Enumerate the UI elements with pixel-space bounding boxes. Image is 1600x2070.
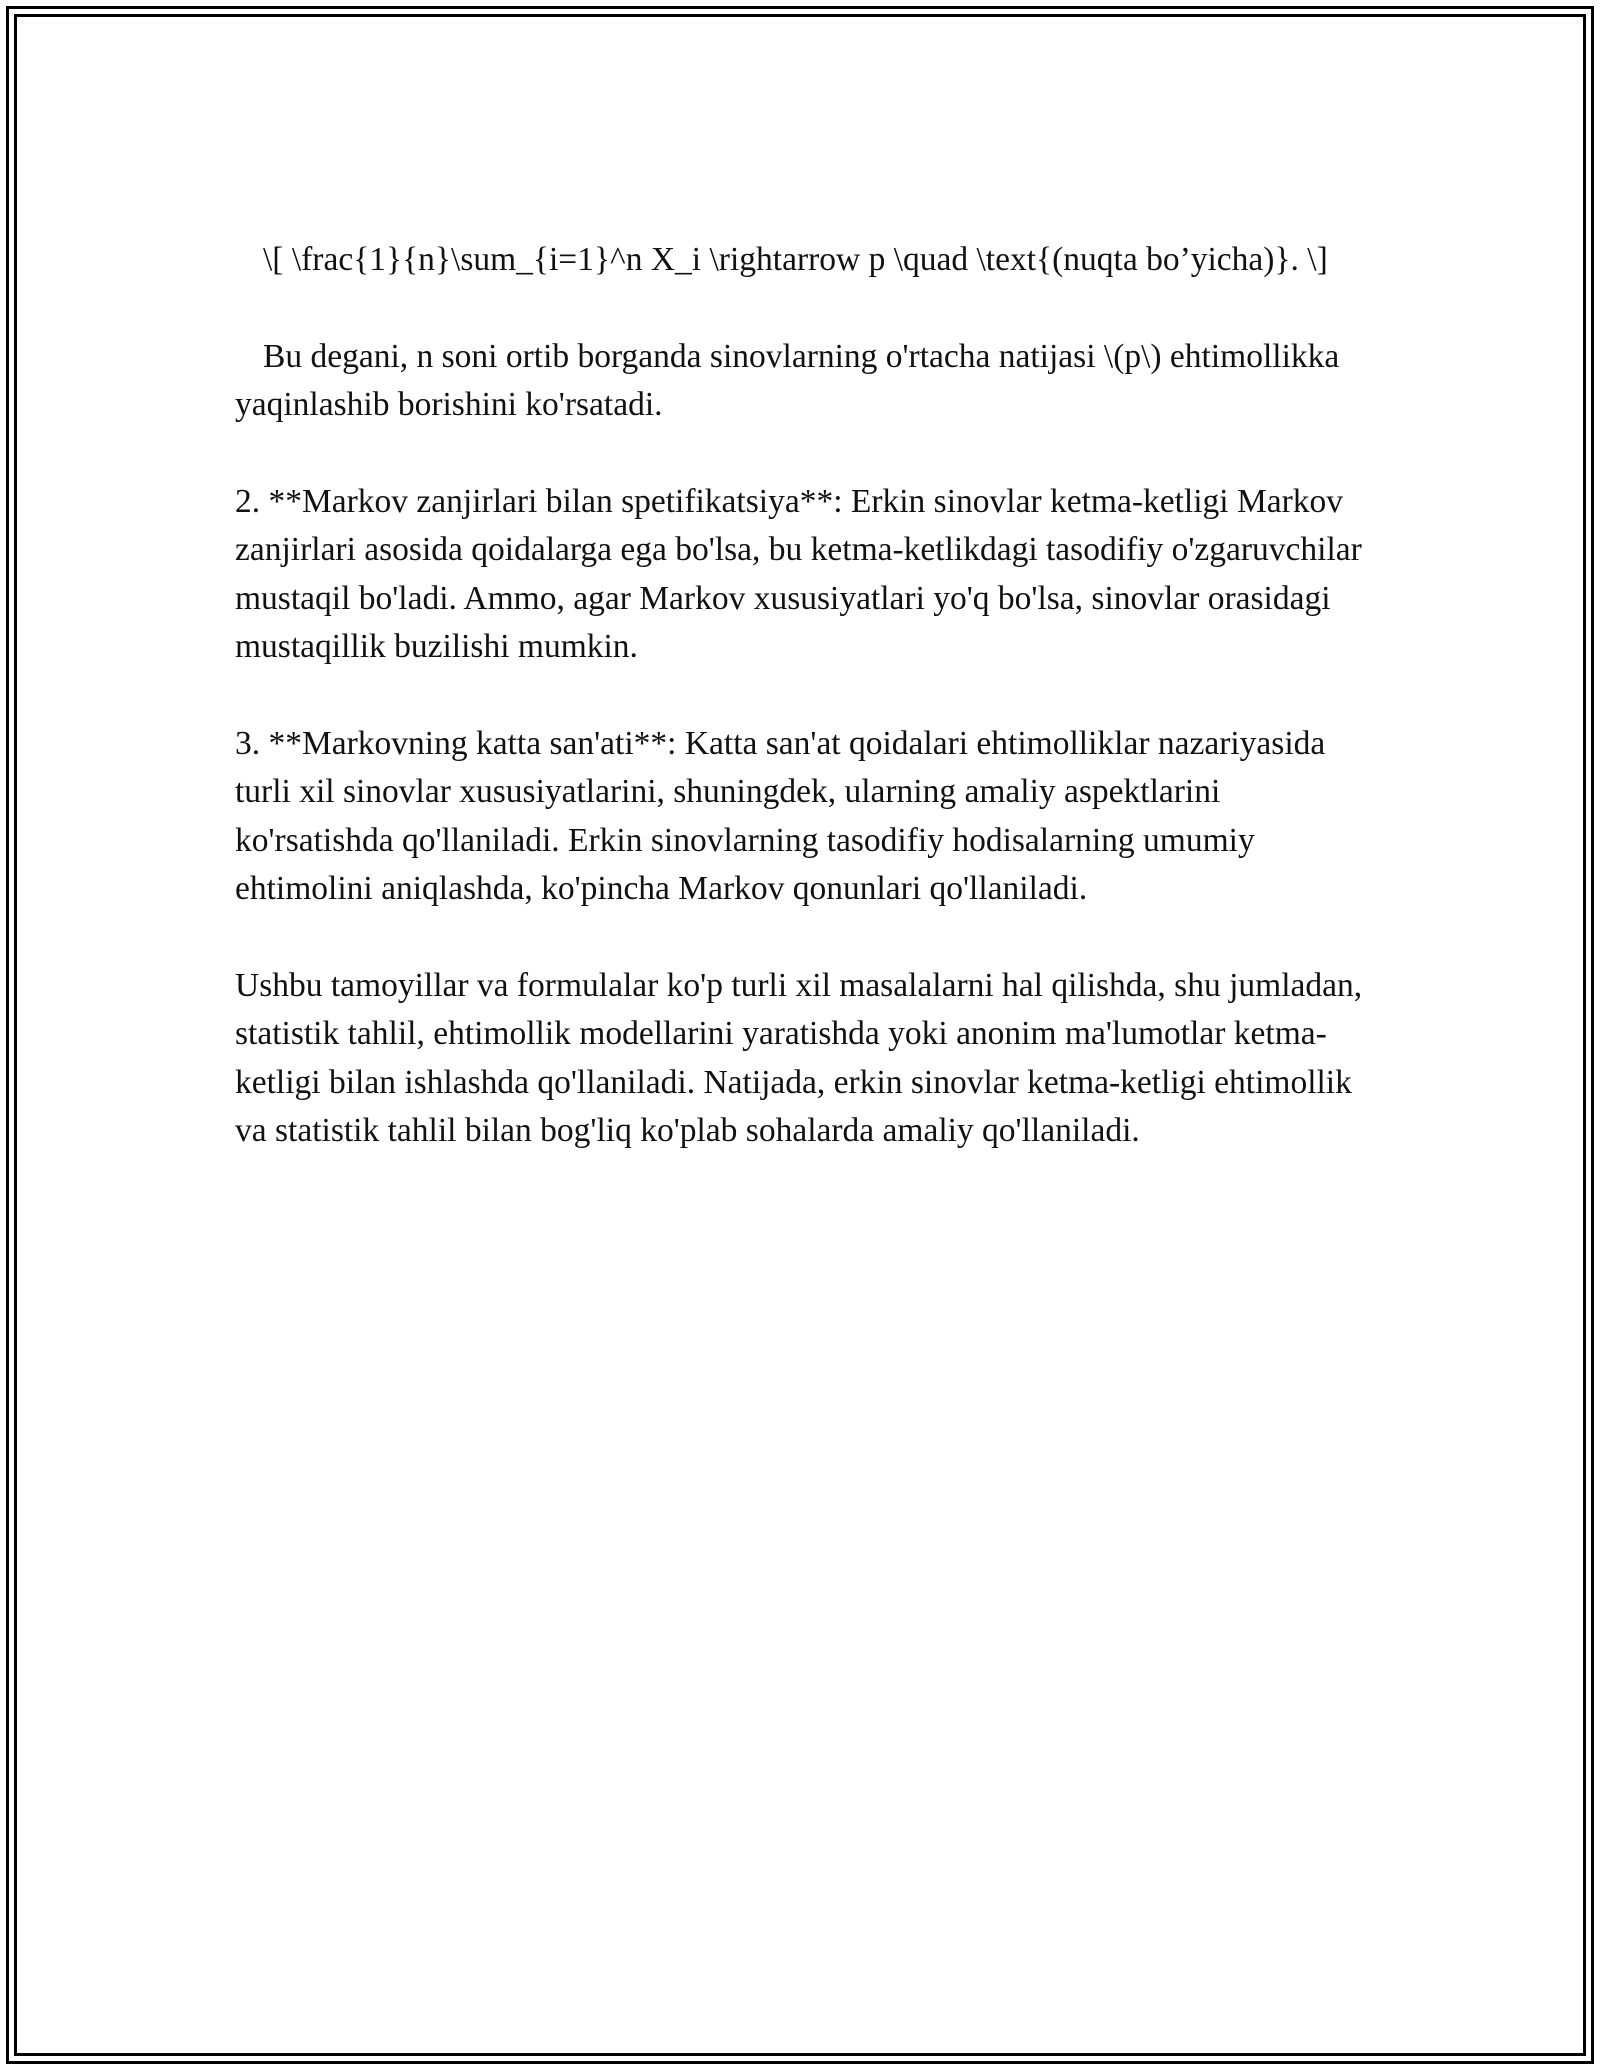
list-item-3: 3. **Markovning katta san'ati**: Katta san'at qoidalari ehtimolliklar nazariyasida turli xil sinovlar xususiyatlarini, shuningdek, ularning amaliy aspektlarini ko'rsatishda qo'llaniladi. Erkin sinovlarning tasodifiy hodisalarning umumiy ehtimolini aniqlashda, ko'pincha Markov qonunlari qo'llaniladi. [235, 725, 1326, 908]
conclusion-paragraph: Ushbu tamoyillar va formulalar ko'p turli xil masalalarni hal qilishda, shu jumladan, statistik tahlil, ehtimollik modellarini yaratishda yoki anonim ma'lumotlar ketma-ketligi bilan ishlashda qo'llaniladi. Natijada, erkin sinovlar ketma-ketligi ehtimollik va statistik tahlil bilan bog'liq ko'plab sohalarda amaliy qo'llaniladi. [235, 967, 1363, 1150]
document-body [235, 236, 1365, 1204]
formula-paragraph: \[ \frac{1}{n}\sum_{i=1}^n X_i \rightarrow p \quad \text{(nuqta bo’yicha)}. \] [263, 241, 1328, 278]
list-item-2: 2. **Markov zanjirlari bilan spetifikatsiya**: Erkin sinovlar ketma-ketligi Markov zanjirlari asosida qoidalarga ega bo'lsa, bu ketma-ketlikdagi tasodifiy o'zgaruvchilar mustaqil bo'ladi. Ammo, agar Markov xususiyatlari yo'q bo'lsa, sinovlar orasidagi mustaqillik buzilishi mumkin. [235, 483, 1362, 666]
explanation-paragraph: Bu degani, n soni ortib borganda sinovlarning o'rtacha natijasi \(p\) ehtimollikka yaqinlashib borishini ko'rsatadi. [235, 337, 1340, 424]
